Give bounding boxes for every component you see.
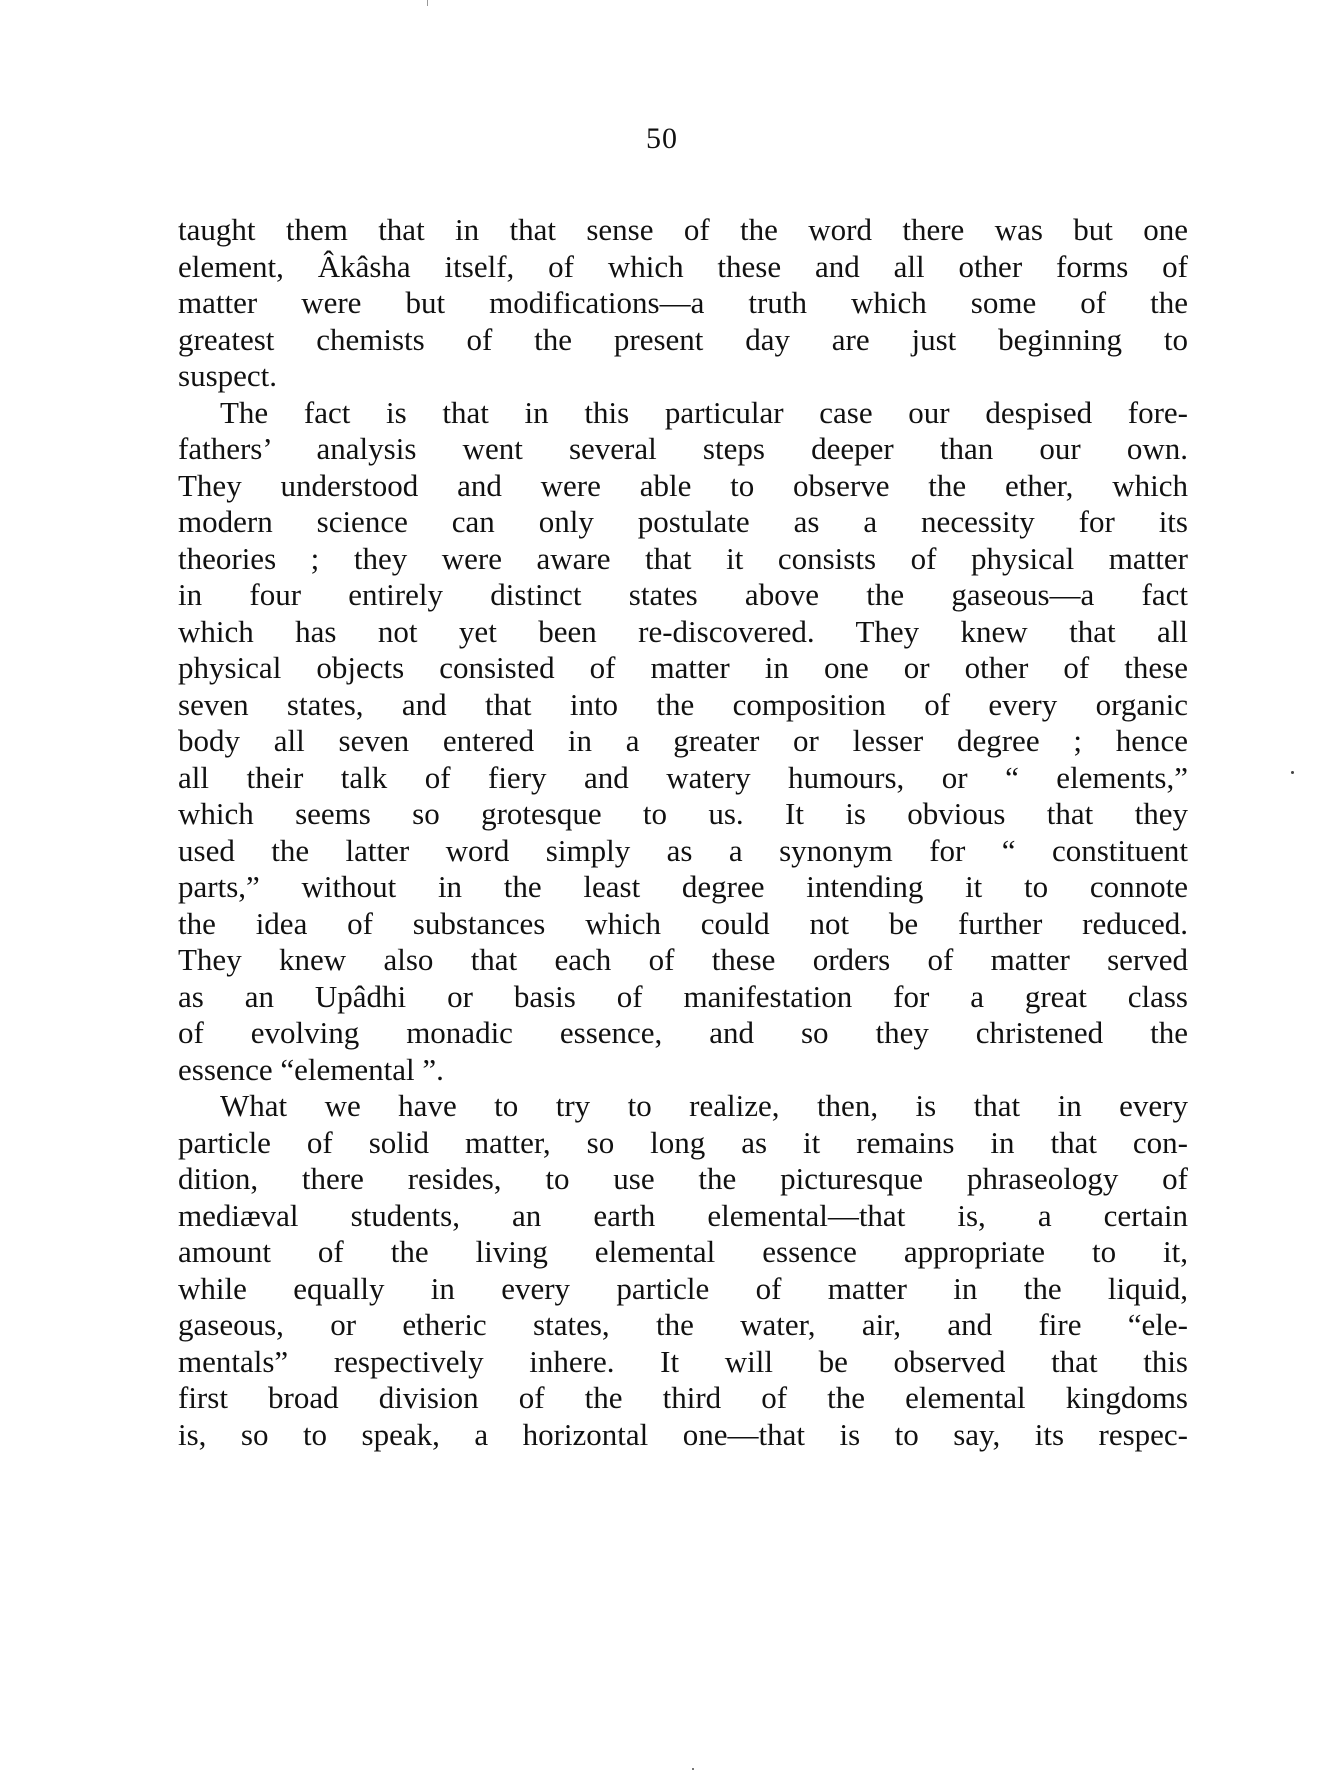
text-line: which has not yet been re-discovered. They knew that all <box>178 613 1188 649</box>
text-line: They knew also that each of these orders of matter served <box>178 942 1188 977</box>
text-line: physical objects consisted of matter in one or other of these <box>178 650 1188 685</box>
text-line: particle of solid matter, so long as it remains in that con- <box>178 1124 1188 1160</box>
text-line: body all seven entered in a greater or lesser degree ; hence <box>178 723 1188 758</box>
text-line: as an Upâdhi or basis of manifestation for a great class <box>178 978 1188 1014</box>
text-line: first broad division of the third of the elemental kingdoms <box>178 1380 1188 1415</box>
text-line: fathers’ analysis went several steps deeper than our own. <box>178 431 1188 466</box>
text-line: modern science can only postulate as a necessity for its <box>178 504 1188 539</box>
scan-artifact <box>427 0 428 6</box>
text-line: taught them that in that sense of the word there was but one <box>178 212 1188 247</box>
text-line: amount of the living elemental essence appropriate to it, <box>178 1234 1188 1269</box>
text-line: which seems so grotesque to us. It is obvious that they <box>178 796 1188 831</box>
text-line: of evolving monadic essence, and so they christened the <box>178 1015 1188 1050</box>
text-line: greatest chemists of the present day are just beginning to <box>178 321 1188 357</box>
text-line: the idea of substances which could not be further reduced. <box>178 905 1188 941</box>
text-line: in four entirely distinct states above the gaseous—a fact <box>178 577 1188 612</box>
text-line: is, so to speak, a horizontal one—that is to say, its respec- <box>178 1416 1188 1452</box>
text-line: The fact is that in this particular case our despised fore- <box>220 394 1188 430</box>
text-line: parts,” without in the least degree intending it to connote <box>178 869 1188 904</box>
text-line: while equally in every particle of matter in the liquid, <box>178 1270 1188 1306</box>
page-number: 50 <box>646 122 678 155</box>
text-line: gaseous, or etheric states, the water, air, and fire “ele- <box>178 1307 1188 1342</box>
text-line: suspect. <box>178 358 278 393</box>
text-line: mediæval students, an earth elemental—that is, a certain <box>178 1197 1188 1233</box>
text-line: matter were but modifications—a truth which some of the <box>178 285 1188 320</box>
text-line: element, Âkâsha itself, of which these and all other forms of <box>178 248 1188 284</box>
scan-artifact <box>1291 771 1294 774</box>
text-line: theories ; they were aware that it consists of physical matter <box>178 540 1188 576</box>
scan-artifact <box>692 1768 694 1770</box>
text-line: mentals” respectively inhere. It will be observed that this <box>178 1343 1188 1379</box>
text-line: What we have to try to realize, then, is that in every <box>220 1088 1188 1123</box>
text-line: dition, there resides, to use the picturesque phraseology of <box>178 1161 1188 1196</box>
text-line: seven states, and that into the composition of every organic <box>178 686 1188 722</box>
text-line: used the latter word simply as a synonym for “ constituent <box>178 832 1188 868</box>
text-line: They understood and were able to observe the ether, which <box>178 467 1188 503</box>
text-line: essence “elemental ”. <box>178 1051 444 1087</box>
text-line: all their talk of fiery and watery humours, or “ elements,” <box>178 759 1188 795</box>
body-text <box>178 212 1188 1453</box>
